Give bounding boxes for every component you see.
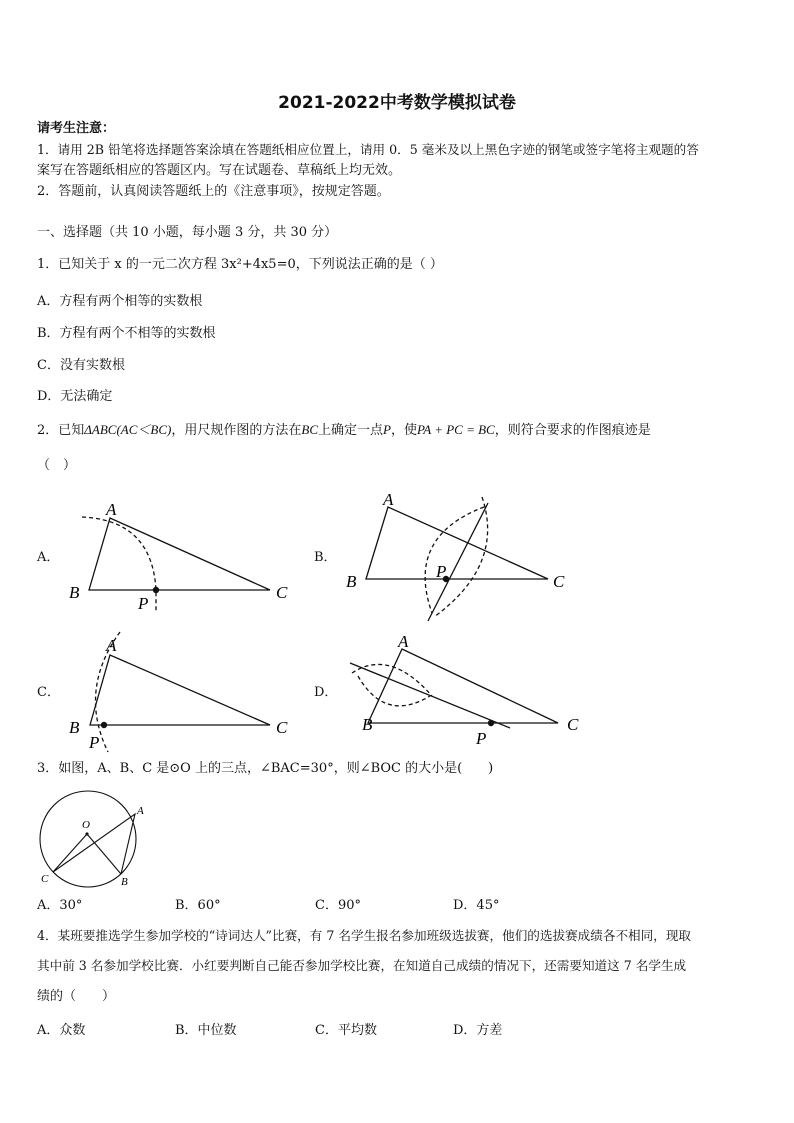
angle-bisector — [350, 663, 510, 728]
q2-option-a-label: A． — [37, 550, 60, 565]
q2-triangle: ΔABC — [84, 422, 117, 437]
label-b: B — [362, 715, 373, 734]
q2-option-c-label: C． — [37, 685, 60, 700]
q2-figure-a — [60, 495, 300, 615]
label-o: O — [82, 819, 90, 831]
label-c: C — [276, 718, 288, 737]
q4-line-1: 4．某班要推选学生参加学校的“诗词达人”比赛，有 7 名学生报名参加班级选拔赛，他们的选拔赛成绩各不相同，现取 — [37, 928, 692, 943]
triangle-abc — [366, 507, 548, 579]
q2-figure-d — [340, 628, 590, 753]
label-a: A — [383, 490, 394, 509]
label-b: B — [69, 583, 80, 602]
q4-option-a: A．众数 — [37, 1023, 86, 1038]
radii-ob-oc — [53, 834, 121, 874]
q4-line-2: 其中前 3 名参加学校比赛．小红要判断自己能否参加学校比赛，在知道自己成绩的情况下，还需要知道这 7 名学生成 — [37, 958, 687, 973]
label-b: B — [346, 572, 357, 591]
label-b: B — [121, 876, 128, 888]
label-a: A — [106, 500, 117, 519]
triangle-abc — [90, 655, 270, 725]
q2-figure-b — [340, 485, 580, 625]
q2-option-b-label: B． — [314, 550, 337, 565]
q2-condition: (AC＜BC) — [116, 422, 172, 437]
label-c: C — [276, 583, 288, 602]
label-p: P — [476, 729, 487, 748]
q2-paren: （ ） — [37, 458, 77, 473]
label-p: P — [89, 733, 100, 752]
section-heading: 一、选择题（共 10 小题，每小题 3 分，共 30 分） — [37, 225, 338, 240]
label-c: C — [41, 873, 49, 885]
notice-line-2: 2．答题前，认真阅读答题纸上的《注意事项》，按规定答题。 — [37, 184, 390, 199]
exam-title: 2021-2022中考数学模拟试卷 — [278, 93, 516, 113]
label-a: A — [106, 636, 117, 655]
q1-option-c: C．没有实数根 — [37, 358, 125, 373]
q2-p: P — [383, 422, 391, 437]
q2-stem-pre: 2．已知 — [37, 423, 85, 438]
q2-stem-mid: ，用尺规作图的方法在 — [171, 423, 302, 438]
q1-option-d: D．无法确定 — [37, 389, 113, 404]
label-a: A — [137, 805, 144, 817]
label-p: P — [436, 562, 447, 581]
point-p — [101, 722, 107, 728]
label-a: A — [398, 632, 409, 651]
point-p — [153, 587, 159, 593]
q3-circle-figure — [35, 790, 150, 890]
q2-stem-end: ，则符合要求的作图痕迹是 — [494, 423, 651, 438]
q2-stem-mid2: 上确定一点 — [318, 423, 384, 438]
notice-line-1a: 1．请用 2B 铅笔将选择题答案涂填在答题纸相应位置上，请用 0．5 毫米及以上黑色字迹的钢笔或签字笔将主观题的答 — [37, 142, 699, 157]
point-p — [488, 720, 494, 726]
label-c: C — [553, 572, 565, 591]
compass-arc-2 — [425, 507, 484, 613]
chords-ac-ab — [53, 814, 135, 874]
q2-equation: PA + PC = BC — [416, 422, 495, 437]
q2-figure-c — [60, 630, 300, 755]
label-c: C — [567, 715, 579, 734]
q3-option-b: B．60° — [175, 898, 221, 913]
q1-stem: 1．已知关于 x 的一元二次方程 3x²+4x5=0，下列说法正确的是（ ） — [37, 257, 443, 272]
label-p: P — [138, 594, 149, 613]
notice-line-1b: 案写在答题纸相应的答题区内。写在试题卷、草稿纸上均无效。 — [37, 163, 402, 178]
q1-option-b: B．方程有两个不相等的实数根 — [37, 326, 216, 341]
q4-line-3: 绩的（ ） — [37, 989, 116, 1004]
q3-option-a: A．30° — [37, 898, 83, 913]
q3-option-c: C．90° — [315, 898, 361, 913]
q1-option-a: A．方程有两个相等的实数根 — [37, 294, 203, 309]
triangle-abc — [368, 649, 558, 723]
q2-stem-mid3: ，使 — [390, 423, 417, 438]
q4-option-c: C．平均数 — [315, 1023, 377, 1038]
q4-option-b: B．中位数 — [175, 1023, 237, 1038]
triangle-abc — [89, 518, 270, 590]
label-b: B — [69, 718, 80, 737]
q2-option-d-label: D． — [314, 685, 338, 700]
notice-heading: 请考生注意： — [37, 121, 116, 136]
q2-bc: BC — [301, 422, 318, 437]
q4-option-d: D．方差 — [453, 1023, 503, 1038]
q3-stem: 3．如图，A、B、C 是⊙O 上的三点，∠BAC=30°，则∠BOC 的大小是( ) — [37, 761, 494, 776]
center-o — [85, 832, 88, 835]
q3-option-d: D．45° — [453, 898, 500, 913]
q2-stem — [37, 421, 651, 440]
